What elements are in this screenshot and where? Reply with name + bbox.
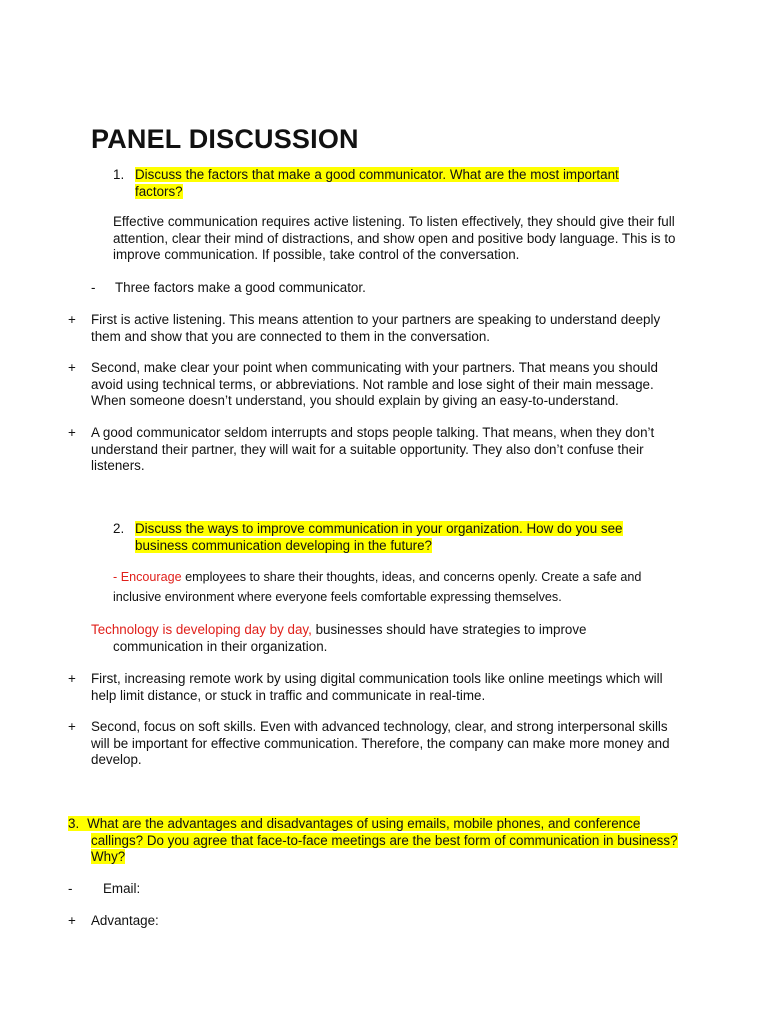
q2-point-1-marker: + bbox=[68, 671, 76, 686]
q1-question bbox=[135, 167, 655, 200]
q3-advantage-label: Advantage: bbox=[91, 913, 159, 928]
page-title: PANEL DISCUSSION bbox=[91, 124, 359, 154]
q2-number: 2. bbox=[113, 521, 125, 536]
q2-question bbox=[135, 521, 660, 554]
q1-point-3: A good communicator seldom interrupts and stops people talking. That means, when they don’t understand their partner, they will wait for a suitable opportunity. They also don’t confuse their listeners. bbox=[91, 425, 655, 474]
q2-question-text: Discuss the ways to improve communication in your organization. How do you see business communication developing in the future? bbox=[135, 521, 623, 553]
q3-question bbox=[68, 816, 691, 866]
q2-encourage-rest: employees to share their thoughts, ideas, and concerns openly. Create a safe and inclusive environment where everyone feels comfortable expressing themselves. bbox=[113, 570, 642, 604]
q1-answer: Effective communication requires active listening. To listen effectively, they should give their full attention, clear their mind of distractions, and show open and positive body language. This is to improve communication. If possible, take control of the conversation. bbox=[113, 214, 676, 263]
q1-point-3-marker: + bbox=[68, 425, 76, 440]
q2-point-2-marker: + bbox=[68, 719, 76, 734]
q1-point-1-marker: + bbox=[68, 312, 76, 327]
q1-question-text: Discuss the factors that make a good communicator. What are the most important factors? bbox=[135, 167, 619, 199]
q1-point-2: Second, make clear your point when communicating with your partners. That means you should avoid using technical terms, or abbreviations. Not ramble and lose sight of their main message. When someone doesn’t understand, you should explain by giving an easy-to-understand. bbox=[91, 360, 658, 409]
q3-advantage-marker: + bbox=[68, 913, 76, 928]
q3-number: 3. bbox=[68, 816, 87, 831]
q2-encourage bbox=[113, 567, 653, 607]
q2-point-2: Second, focus on soft skills. Even with advanced technology, clear, and strong interpersonal skills will be important for effective communication. Therefore, the company can make more money and develop. bbox=[91, 719, 670, 768]
q1-point-2-marker: + bbox=[68, 360, 76, 375]
q3-email-label: Email: bbox=[103, 881, 141, 896]
q1-point-1: First is active listening. This means attention to your partners are speaking to understand deeply them and show that you are connected to them in the conversation. bbox=[91, 312, 661, 344]
q1-dash-marker: - bbox=[91, 280, 96, 295]
q2-encourage-red: - Encourage bbox=[113, 570, 182, 584]
q1-dash-text: Three factors make a good communicator. bbox=[115, 280, 366, 295]
q2-point-1: First, increasing remote work by using digital communication tools like online meetings which will help limit distance, or stuck in traffic and communicate in real-time. bbox=[91, 671, 663, 703]
q2-technology-red: Technology is developing day by day, bbox=[91, 622, 312, 637]
q3-email-marker: - bbox=[68, 881, 73, 896]
q3-question-text: What are the advantages and disadvantages of using emails, mobile phones, and conference callings? Do you agree that face-to-face meetings are the best form of communication in business? Why? bbox=[87, 816, 678, 865]
q2-technology-rest: businesses should have strategies to improve communication in their organization. bbox=[113, 622, 587, 654]
q2-technology bbox=[91, 622, 643, 655]
q1-number: 1. bbox=[113, 167, 125, 182]
